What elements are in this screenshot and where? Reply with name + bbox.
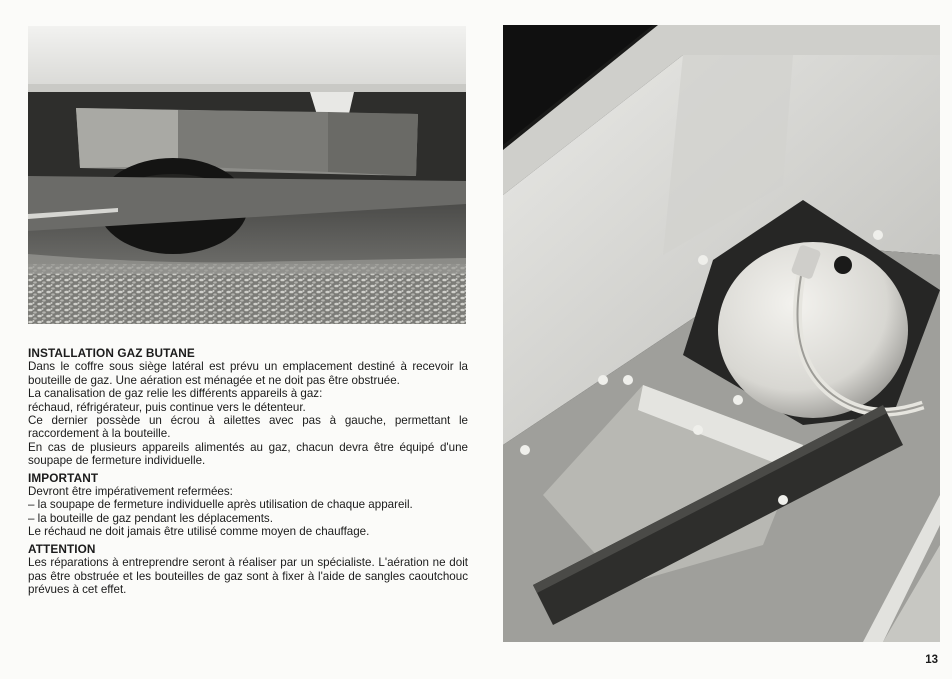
photo-gas-bottle-compartment-drawing	[503, 25, 940, 642]
heading-important: IMPORTANT	[28, 470, 99, 485]
heading-attention: ATTENTION	[28, 541, 96, 556]
install-paragraph-4: Ce dernier possède un écrou à ailettes avec pas à gauche, permettant le raccordement à la bouteille.	[28, 414, 468, 441]
heading-installation: INSTALLATION GAZ BUTANE	[28, 346, 195, 360]
install-paragraph-5: En cas de plusieurs appareils alimentés au gaz, chacun devra être équipé d'une soupape de fermeture individuelle.	[28, 440, 468, 468]
photo-gas-bottle-compartment	[503, 25, 940, 642]
important-item: – la soupape de fermeture individuelle après utilisation de chaque appareil.	[28, 498, 413, 512]
install-paragraph-2: La canalisation de gaz relie les différents appareils à gaz:	[28, 387, 323, 401]
attention-paragraph: Les réparations à entreprendre seront à réaliser par un spécialiste. L'aération ne doit pas être obstruée et les bouteilles de gaz sont à fixer à l'aide de sangles caoutchouc prévues à cet effet.	[28, 556, 468, 596]
gas-installation-text	[28, 347, 468, 596]
important-item: – la bouteille de gaz pendant les déplacements.	[28, 511, 273, 525]
photo-caravan-underside	[28, 26, 466, 324]
photo-caravan-underside-drawing	[28, 26, 466, 324]
install-paragraph-3: réchaud, réfrigérateur, puis continue vers le détenteur.	[28, 400, 306, 414]
important-intro: Devront être impérativement refermées:	[28, 485, 233, 499]
install-paragraph-1: Dans le coffre sous siège latéral est prévu un emplacement destiné à recevoir la bouteille de gaz. Une aération est ménagée et ne doit pas être obstruée.	[28, 360, 468, 387]
page-number: 13	[925, 654, 938, 666]
important-outro: Le réchaud ne doit jamais être utilisé comme moyen de chauffage.	[28, 525, 370, 539]
